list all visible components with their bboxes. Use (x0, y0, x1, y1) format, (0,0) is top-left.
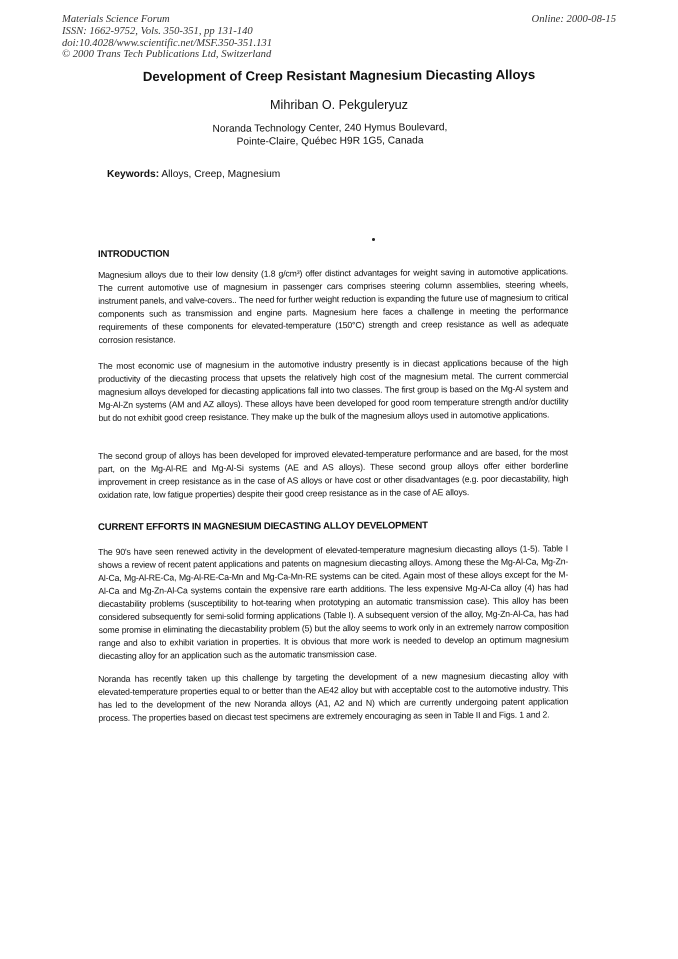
journal-doi: doi:10.4028/www.scientific.net/MSF.350-351.131 (62, 37, 272, 49)
current-paragraph-1 (98, 542, 569, 663)
journal-info (62, 14, 272, 61)
paper-title: Development of Creep Resistant Magnesium Diecasting Alloys (142, 66, 536, 85)
current-efforts-heading: CURRENT EFFORTS IN MAGNESIUM DIECASTING ALLOY DEVELOPMENT (98, 520, 428, 533)
author-affiliation (0, 120, 660, 151)
affiliation-line-1: Noranda Technology Center, 240 Hymus Boulevard, (212, 122, 448, 135)
keywords-label: Keywords: (107, 169, 160, 180)
intro-paragraph-1-text: Magnesium alloys due to their low density (1.8 g/cm³) offer distinct advantages for weight saving in automotive applications. The current automotive use of magnesium in passenger cars comprises steering column assemblies, steering wheels, instrument panels, and valve-covers.. The need for further weight reduction is expanding the future use of magnesium to critical components such as transmission and engine parts. Magnesium here faces a challenge in meeting the performance requirements of these components for elevated-temperature (150°C) strength and creep resistance as well as adequate corrosion resistance. (98, 266, 569, 345)
current-paragraph-1-text: The 90's have seen renewed activity in the development of elevated-temperature magnesium diecasting alloys (1-5). Table I shows a review of recent patent applications and patents on magnesium diecasting alloys. Among these the Mg-Al-Ca, Mg-Zn-Al-Ca, Mg-Al-RE-Ca, Mg-Al-RE-Ca-Mn and Mg-Ca-Mn-RE systems can be cited. Again most of these alloys except for the M-Al-Ca and Mg-Zn-Al-Ca systems contain the expensive rare earth additions. The less expensive Mg-Al-Ca alloy (4) has had diecastability problems (susceptibility to hot-tearing when prototyping an automatic transmission case). This alloy has been considered subsequently for semi-solid forming applications (Table I). A subsequent version of the alloy, Mg-Zn-Al-Ca, has had some promise in eliminating the diecastability problem (5) but the alloy seems to work only in an extremely narrow composition range and also to exhibit variation in properties. It is obvious that more work is needed to develop an optimum magnesium diecasting alloy for an application such as the automatic transmission case. (98, 543, 569, 661)
introduction-heading: INTRODUCTION (98, 248, 170, 260)
keywords-value: Alloys, Creep, Magnesium (161, 169, 281, 180)
journal-copyright: © 2000 Trans Tech Publications Ltd, Switzerland (62, 49, 272, 61)
current-paragraph-2 (98, 669, 568, 725)
intro-paragraph-2 (98, 356, 568, 425)
journal-issn: ISSN: 1662-9752, Vols. 350-351, pp 131-140 (62, 25, 253, 37)
stray-dot (372, 238, 375, 241)
current-paragraph-2-text: Noranda has recently taken up this challenge by targeting the development of a new magnesium diecasting alloy with elevated-temperature properties equal to or better than the AE42 alloy but with acceptable cost to the automotive industry. This has led to the development of the new Noranda alloys (A1, A2 and N) which are currently undergoing patent application process. The properties based on diecast test specimens are extremely encouraging as seen in Table II and Figs. 1 and 2. (98, 670, 569, 723)
paper-author: Mihriban O. Pekguleryuz (270, 98, 408, 112)
intro-paragraph-3 (98, 446, 568, 502)
affiliation-line-2: Pointe-Claire, Québec H9R 1G5, Canada (236, 135, 424, 148)
journal-name: Materials Science Forum (62, 14, 170, 25)
online-date: Online: 2000-08-15 (531, 14, 616, 25)
keywords (107, 169, 280, 180)
intro-paragraph-3-text: The second group of alloys has been developed for improved elevated-temperature performance and are based, for the most part, on the Mg-Al-RE and Mg-Al-Si systems (AE and AS alloys). These second group alloys offer either borderline improvement in creep resistance as in the case of AS alloys or have cost or other disadvantages (e.g. poor diecastability, high oxidation rate, low fatigue properties) despite their good creep resistance as in the case of AE alloys. (98, 447, 569, 500)
intro-paragraph-1 (98, 265, 569, 347)
intro-paragraph-2-text: The most economic use of magnesium in the automotive industry presently is in diecast applications because of the high productivity of the diecasting process that upsets the relatively high cost of the magnesium metal. The current commercial magnesium alloys developed for diecasting applications fall into two classes. The first group is based on the Mg-Al system and Mg-Al-Zn systems (AM and AZ alloys). These alloys have been developed for good room temperature strength and/or ductility but do not exhibit good creep resistance. They make up the bulk of the magnesium alloys used in automotive applications. (98, 357, 569, 423)
